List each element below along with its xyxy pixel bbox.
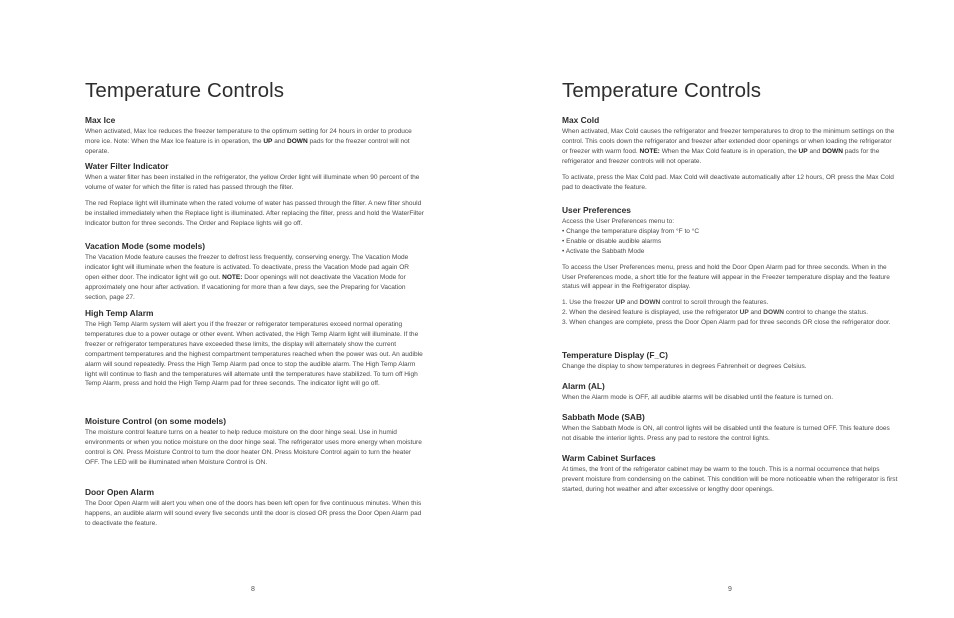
section-text: At times, the front of the refrigerator cabinet may be warm to the touch. This is a normal occurrence that helps prevent moisture from condensing on the cabinet. This condition will be more noticeable when the refrigerator is first started, during hot weather and after excessive or lengthy door openings. — [562, 466, 898, 493]
section-heading: Sabbath Mode (SAB) — [562, 412, 645, 422]
section-text: When the Alarm mode is OFF, all audible alarms will be disabled until the feature is turned on. — [562, 394, 834, 401]
section-heading: Temperature Display (F_C) — [562, 350, 668, 360]
section-text: The moisture control feature turns on a heater to help reduce moisture on the door hinge seal. Use in humid environments or when you notice moisture on the door hinge seal. The refrigerator uses more energy when moisture control is ON. Press Moisture Control to turn the door heater ON. Press Moisture Control again to turn the heater OFF. The LED will be illuminated when Moisture Control is ON. — [85, 429, 422, 466]
list-item: • Enable or disable audible alarms — [562, 237, 662, 245]
section-heading: Door Open Alarm — [85, 487, 155, 497]
page-number: 8 — [251, 586, 255, 593]
section-text: To access the User Preferences menu, press and hold the Door Open Alarm pad for three seconds. When in the User Preferences mode, a short title for the feature will appear in the Freezer temperature display and the feature status will appear in the Refrigerator display. — [562, 263, 890, 291]
section-door-open-alarm — [85, 487, 425, 529]
right-page — [477, 0, 954, 618]
section-max-cold — [562, 115, 898, 192]
section-heading: Warm Cabinet Surfaces — [562, 453, 656, 463]
section-high-temp-alarm — [85, 308, 425, 389]
section-text: When the Sabbath Mode is ON, all control lights will be disabled until the feature is turned OFF. This feature does not disable the interior lights. Press any pad to restore the control lights. — [562, 425, 890, 442]
section-text: When activated, Max Ice reduces the freezer temperature to the optimum setting for 24 hours in order to produce more ice. Note: When the Max Ice feature is in operation, the UP and DOWN pads for the freezer control will not operate. — [85, 128, 412, 155]
section-heading: Max Ice — [85, 115, 116, 125]
section-temperature-display — [562, 350, 898, 372]
feature-list — [562, 227, 898, 257]
section-text: Change the display to show temperatures in degrees Fahrenheit or degrees Celsius. — [562, 363, 807, 370]
section-heading: Alarm (AL) — [562, 381, 605, 391]
section-text: The Vacation Mode feature causes the freezer to defrost less frequently, conserving energy. The Vacation Mode indicator light will illuminate when the feature is activated. To deactivate, press the Vacation Mode pad again OR open either door. The indicator light will go out. NOTE: Door openings will not deactivate the Vacation Mode for approximately one hour after activation. If vacationing for more than a few days, see the Preparing for Vacation section, page 27. — [85, 254, 410, 301]
section-user-preferences — [562, 205, 898, 328]
section-heading: Max Cold — [562, 115, 600, 125]
section-heading: Water Filter Indicator — [85, 161, 169, 171]
section-heading: Vacation Mode (some models) — [85, 241, 206, 251]
section-max-ice — [85, 115, 425, 157]
section-alarm — [562, 381, 898, 403]
steps-list — [562, 298, 898, 328]
section-moisture-control — [85, 416, 425, 468]
section-text: The High Temp Alarm system will alert you if the freezer or refrigerator temperatures exceed normal operating temperatures due to a power outage or other event. When activated, the High Temp Alarm light will illuminate. If the freezer or refrigerator temperatures have exceeded these limits, the display will alternately show the current compartment temperatures and the highest compartment temperatures reached when the power was out. An audible alarm will sound repeatedly. Press the High Temp Alarm pad once to stop the audible alarm. The High Temp Alarm light will continue to flash and the temperatures will alternate until the temperatures have stabilized. To turn off High Temp Alarm, press and hold the High Temp Alarm pad for three seconds. The indicator light will go off. — [85, 321, 423, 388]
section-heading: High Temp Alarm — [85, 308, 154, 318]
section-text: When a water filter has been installed in the refrigerator, the yellow Order light will illuminate when 90 percent of the volume of water for which the filter is rated has passed through the filter. — [85, 174, 420, 191]
section-text: The red Replace light will illuminate when the rated volume of water has passed through the filter. A new filter should be installed immediately when the Replace light is illuminated. After replacing the filter, press and hold the WaterFilter Indicator button for three seconds. The Order and Replace lights will go off. — [85, 199, 424, 227]
section-text: To activate, press the Max Cold pad. Max Cold will deactivate automatically after 12 hours, OR press the Max Cold pad to deactivate the feature. — [562, 173, 894, 191]
list-item: • Activate the Sabbath Mode — [562, 247, 645, 255]
section-text: When activated, Max Cold causes the refrigerator and freezer temperatures to drop to the minimum settings on the control. This cools down the refrigerator and freezer after extended door openings or when loading the refrigerator or freezer with warm food. NOTE: When the Max Cold feature is in operation, the UP and DOWN pads for the refrigerator and freezer controls will not operate. — [562, 128, 895, 165]
section-text: Access the User Preferences menu to: — [562, 218, 675, 225]
list-item: • Change the temperature display from °F to °C — [562, 227, 700, 235]
section-warm-cabinet-surfaces — [562, 453, 898, 495]
page-title: Temperature Controls — [85, 79, 285, 102]
section-water-filter — [85, 161, 425, 229]
list-item: 1. Use the freezer UP and DOWN control to scroll through the features. — [562, 299, 769, 307]
page-number: 9 — [728, 586, 732, 593]
section-text: The Door Open Alarm will alert you when one of the doors has been left open for five continuous minutes. When this happens, an audible alarm will sound every five seconds until the door is closed OR press the Door Open Alarm pad to deactivate the feature. — [85, 500, 422, 527]
list-item: 3. When changes are complete, press the Door Open Alarm pad for three seconds OR close the refrigerator door. — [562, 319, 891, 327]
page-title: Temperature Controls — [562, 79, 762, 102]
section-sabbath-mode — [562, 412, 898, 444]
list-item: 2. When the desired feature is displayed, use the refrigerator UP and DOWN control to change the status. — [562, 309, 869, 317]
section-heading: Moisture Control (on some models) — [85, 416, 226, 426]
section-heading: User Preferences — [562, 205, 631, 215]
section-vacation-mode — [85, 241, 425, 303]
